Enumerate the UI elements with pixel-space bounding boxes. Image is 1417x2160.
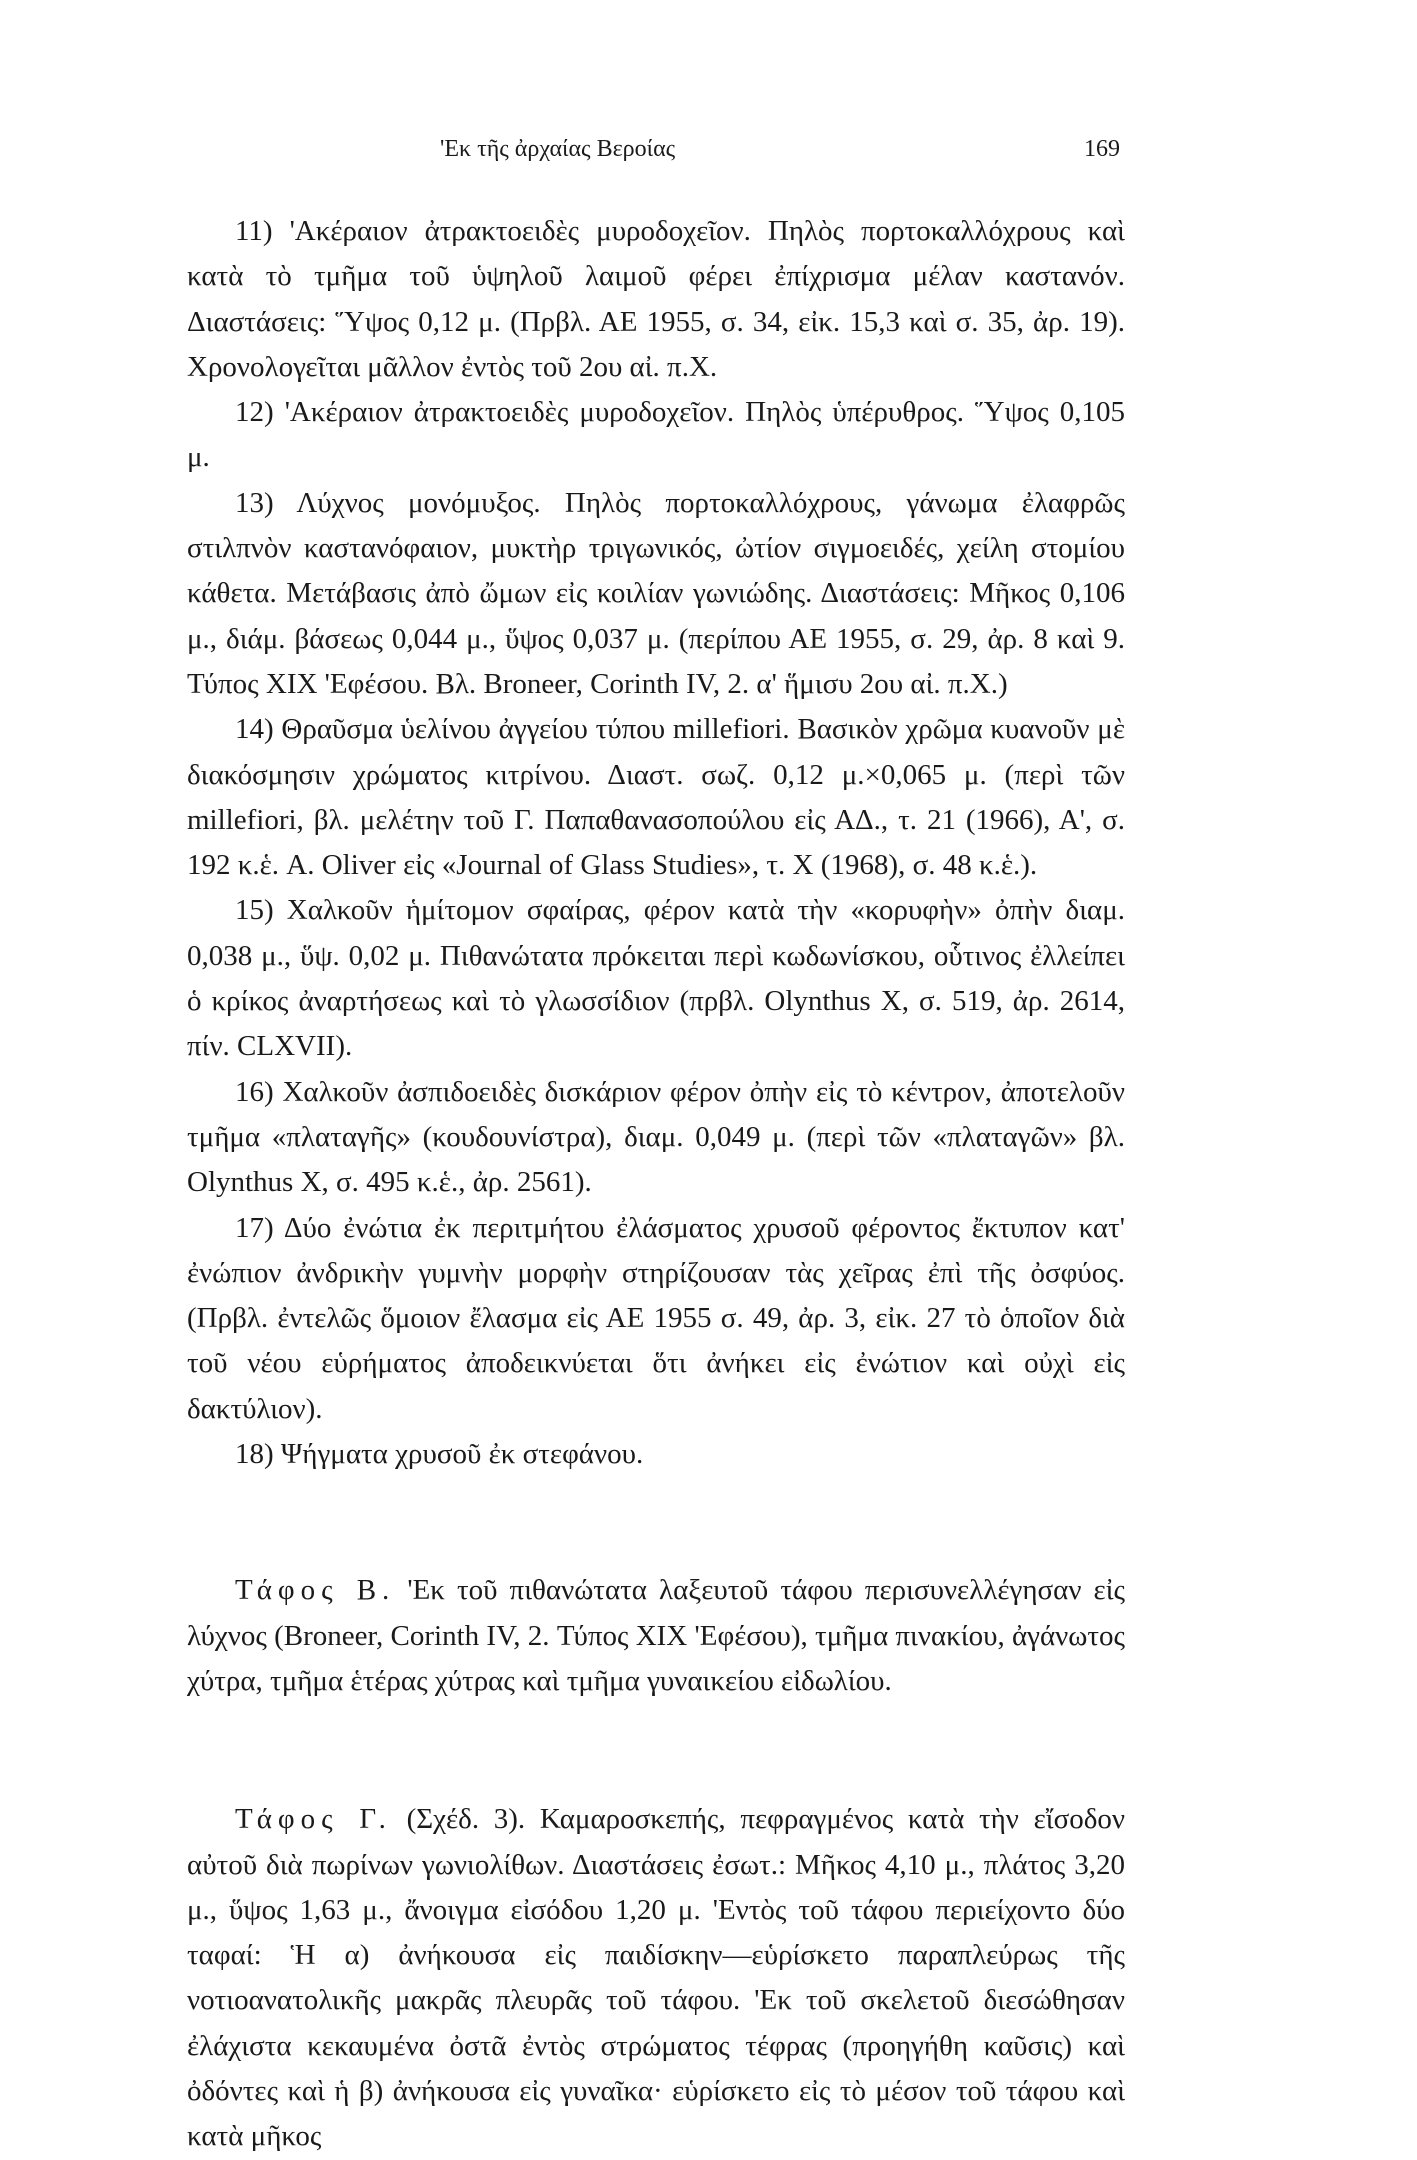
page-number: 169: [1084, 136, 1120, 162]
tomb-c-heading: Τάφος Γ.: [235, 1803, 392, 1836]
item-16-paragraph: 16) Χαλκοῦν ἀσπιδοειδὲς δισκάριον φέρον ὀπὴν εἰς τὸ κέντρον, ἀποτελοῦν τμῆμα «πλαταγῆς» (κουδουνίστρα), διαμ. 0,049 μ. (περὶ τῶν «πλαταγῶν» βλ. Olynthus X, σ. 495 κ.ἑ., ἀρ. 2561).: [187, 1075, 1125, 1199]
item-13-paragraph: 13) Λύχνος μονόμυξος. Πηλὸς πορτοκαλλόχρους, γάνωμα ἐλαφρῶς στιλπνὸν καστανόφαιον, μυκτὴρ τριγωνικός, ὠτίον σιγμοειδές, χείλη στομίου κάθετα. Μετάβασις ἀπὸ ὤμων εἰς κοιλίαν γωνιώδης. Διαστάσεις: Μῆκος 0,106 μ., διάμ. βάσεως 0,044 μ., ὕψος 0,037 μ. (περίπου ΑΕ 1955, σ. 29, ἀρ. 8 καὶ 9. Τύπος XIX 'Εφέσου. Βλ. Broneer, Corinth IV, 2. α' ἥμισυ 2ου αἰ. π.Χ.): [187, 486, 1125, 700]
running-title: 'Εκ τῆς ἀρχαίας Βεροίας: [440, 136, 676, 162]
body-text: [187, 209, 1125, 2160]
tomb-b-heading: Τάφος Β.: [235, 1574, 396, 1607]
item-15-paragraph: 15) Χαλκοῦν ἡμίτομον σφαίρας, φέρον κατὰ τὴν «κορυφὴν» ὀπὴν διαμ. 0,038 μ., ὕψ. 0,02 μ. Πιθανώτατα πρόκειται περὶ κωδωνίσκου, οὗτινος ἐλλείπει ὁ κρίκος ἀναρτήσεως καὶ τὸ γλωσσίδιον (πρβλ. Olynthus X, σ. 519, ἀρ. 2614, πίν. CLXVII).: [187, 894, 1125, 1063]
tomb-b-paragraph: [187, 1568, 1125, 1704]
item-17-paragraph: 17) Δύο ἐνώτια ἐκ περιτμήτου ἐλάσματος χρυσοῦ φέροντος ἔκτυπον κατ' ἐνώπιον ἀνδρικὴν γυμνὴν μορφὴν στηρίζουσαν τὰς χεῖρας ἐπὶ τῆς ὀσφύος. (Πρβλ. ἐντελῶς ὅμοιον ἔλασμα εἰς ΑΕ 1955 σ. 49, ἀρ. 3, εἰκ. 27 τὸ ὁποῖον διὰ τοῦ νέου εὑρήματος ἀποδεικνύεται ὅτι ἀνήκει εἰς ἐνώτιον καὶ οὐχὶ εἰς δακτύλιον).: [187, 1211, 1125, 1425]
item-11-paragraph: 11) 'Ακέραιον ἀτρακτοειδὲς μυροδοχεῖον. Πηλὸς πορτοκαλλόχρους καὶ κατὰ τὸ τμῆμα τοῦ ὑψηλοῦ λαιμοῦ φέρει ἐπίχρισμα μέλαν καστανόν. Διαστάσεις: Ὕψος 0,12 μ. (Πρβλ. ΑΕ 1955, σ. 34, εἰκ. 15,3 καὶ σ. 35, ἀρ. 19). Χρονολογεῖται μᾶλλον ἐντὸς τοῦ 2ου αἰ. π.Χ.: [187, 215, 1125, 383]
item-14-paragraph: 14) Θραῦσμα ὑελίνου ἀγγείου τύπου millefiori. Βασικὸν χρῶμα κυανοῦν μὲ διακόσμησιν χρώματος κιτρίνου. Διαστ. σωζ. 0,12 μ.×0,065 μ. (περὶ τῶν millefiori, βλ. μελέτην τοῦ Γ. Παπαθανασοπούλου εἰς ΑΔ., τ. 21 (1966), Α', σ. 192 κ.ἑ. A. Oliver εἰς «Journal of Glass Studies», τ. X (1968), σ. 48 κ.ἑ.).: [187, 713, 1125, 882]
tomb-c-text: (Σχέδ. 3). Καμαροσκεπής, πεφραγμένος κατὰ τὴν εἴσοδον αὐτοῦ διὰ πωρίνων γωνιολίθων. Διαστάσεις ἐσωτ.: Μῆκος 4,10 μ., πλάτος 3,20 μ., ὕψος 1,63 μ., ἄνοιγμα εἰσόδου 1,20 μ. 'Εντὸς τοῦ τάφου περιείχοντο δύο ταφαί: Ἡ α) ἀνήκουσα εἰς παιδίσκην—εὑρίσκετο παραπλεύρως τῆς νοτιοανατολικῆς μακρᾶς πλευρᾶς τοῦ τάφου. 'Εκ τοῦ σκελετοῦ διεσώθησαν ἐλάχιστα κεκαυμένα ὀστᾶ ἐντὸς στρώματος τέφρας (προηγήθη καῦσις) καὶ ὀδόντες καὶ ἡ β) ἀνήκουσα εἰς γυναῖκα· εὑρίσκετο εἰς τὸ μέσον τοῦ τάφου καὶ κατὰ μῆκος: [187, 1803, 1125, 2153]
tomb-c-paragraph: [187, 1797, 1125, 2159]
item-12-paragraph: 12) 'Ακέραιον ἀτρακτοειδὲς μυροδοχεῖον. Πηλὸς ὑπέρυθρος. Ὕψος 0,105 μ.: [187, 396, 1125, 474]
item-18-paragraph: 18) Ψήγματα χρυσοῦ ἐκ στεφάνου.: [235, 1438, 644, 1471]
tomb-b-text: 'Εκ τοῦ πιθανώτατα λαξευτοῦ τάφου περισυνελλέγησαν εἰς λύχνος (Broneer, Corinth IV, 2. Τύπος XIX 'Εφέσου), τμῆμα πινακίου, ἀγάνωτος χύτρα, τμῆμα ἑτέρας χύτρας καὶ τμῆμα γυναικείου εἰδωλίου.: [187, 1574, 1125, 1697]
running-header: [440, 136, 1120, 176]
